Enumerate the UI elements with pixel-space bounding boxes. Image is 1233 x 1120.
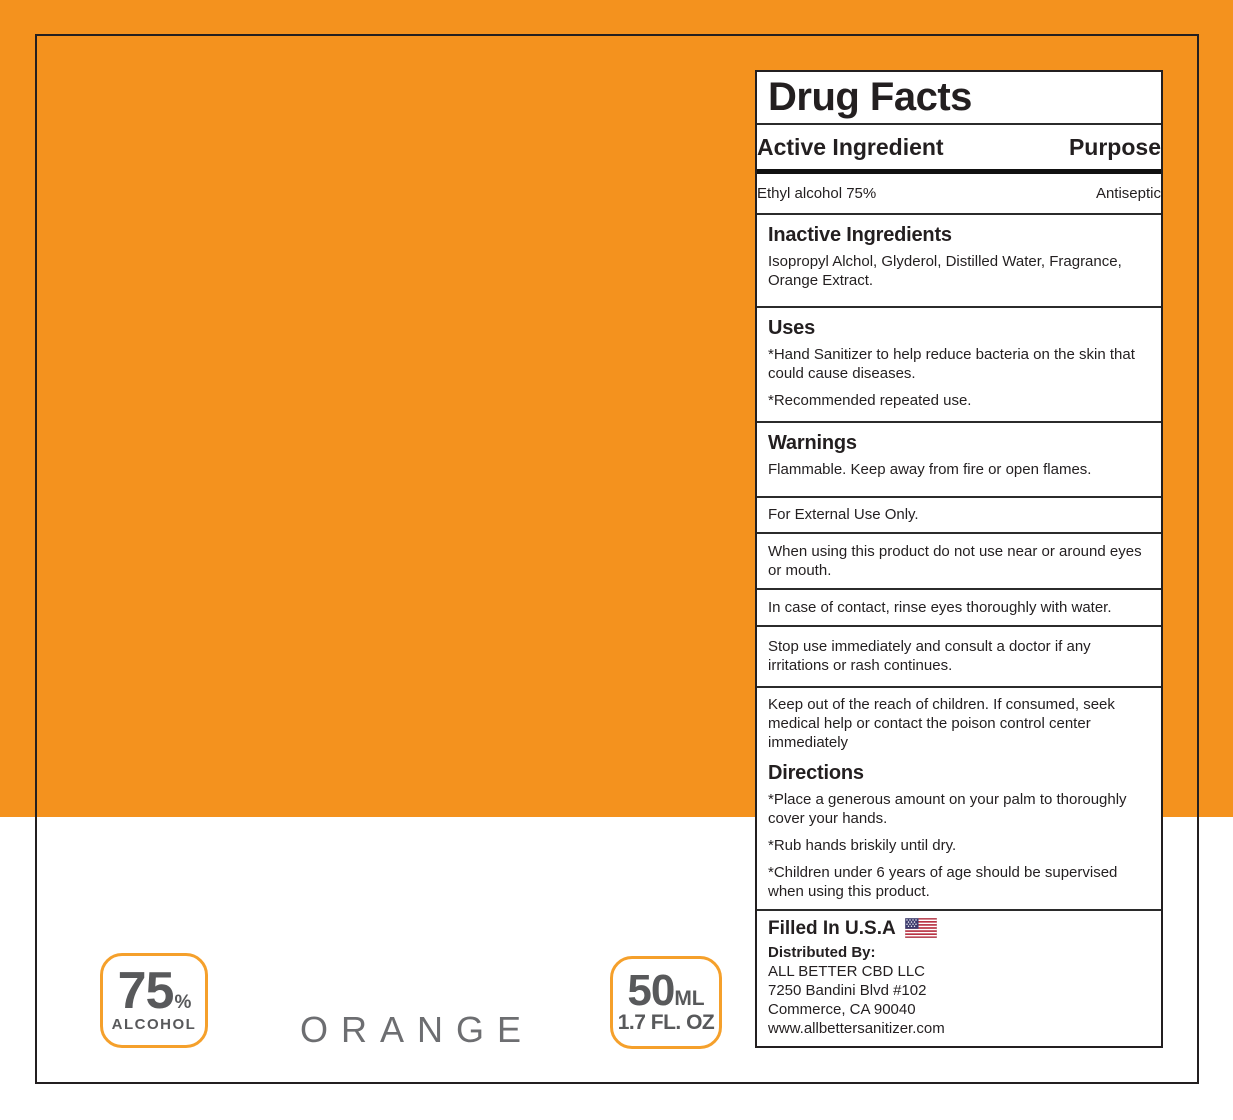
uses-section (757, 306, 1161, 421)
keep-out-of-reach-text: Keep out of the reach of children. If consumed, seek medical help or contact the poison control center immediately (768, 696, 1115, 751)
purpose-header: Purpose (1068, 133, 1161, 160)
directions-item: *Children under 6 years of age should be supervised when using this product. (768, 864, 1118, 900)
alcohol-label: ALCOHOL (111, 1016, 197, 1033)
filled-in-usa-row (768, 918, 1150, 938)
uses-heading: Uses (768, 317, 816, 339)
distributor-name: ALL BETTER CBD LLC (768, 963, 925, 980)
volume-fl-oz: 1.7 FL. OZ (617, 1010, 715, 1034)
warning-in-case-text: In case of contact, rinse eyes thoroughly with water. (768, 598, 1112, 616)
directions-item: *Rub hands briskily until dry. (768, 837, 957, 854)
warning-stop-use-row (757, 625, 1161, 686)
alcohol-percentage-value-row (117, 962, 191, 1020)
volume-badge (610, 956, 722, 1049)
distributor-address-street: 7250 Bandini Blvd #102 (768, 982, 927, 999)
inactive-ingredients-section (757, 213, 1161, 306)
warning-stop-use-text: Stop use immediately and consult a doctor if any irritations or rash continues. (768, 638, 1091, 674)
active-ingredient-header-row (757, 125, 1161, 169)
warning-external-use-text: For External Use Only. (768, 506, 919, 523)
warnings-section (757, 421, 1161, 496)
alcohol-percentage-badge (100, 953, 208, 1048)
distributed-by-label: Distributed By: (768, 944, 876, 961)
active-ingredient-value: Ethyl alcohol 75% (757, 185, 877, 202)
directions-item: *Place a generous amount on your palm to thoroughly cover your hands. (768, 791, 1127, 827)
volume-value-row (627, 965, 705, 1015)
volume-unit: ML (674, 986, 705, 1010)
keep-out-and-directions-section (757, 686, 1161, 909)
warning-when-using-text: When using this product do not use near or around eyes or mouth. (768, 542, 1142, 579)
us-flag-icon (905, 918, 937, 938)
warning-when-using-row (757, 532, 1161, 588)
footer-section (757, 909, 1161, 1048)
warning-flammable-text: Flammable. Keep away from fire or open flames. (768, 461, 1092, 478)
drug-facts-panel (755, 70, 1163, 1048)
inactive-ingredients-text: Isopropyl Alchol, Glyderol, Distilled Water, Fragrance, Orange Extract. (768, 253, 1122, 289)
uses-item: *Recommended repeated use. (768, 392, 972, 409)
percent-sign: % (174, 992, 191, 1013)
warning-external-use-row (757, 496, 1161, 532)
filled-in-usa-text: Filled In U.S.A (768, 917, 896, 939)
alcohol-percentage-value: 75 (117, 962, 174, 1020)
directions-heading: Directions (768, 762, 864, 784)
inactive-ingredients-heading: Inactive Ingredients (768, 224, 952, 246)
warnings-heading: Warnings (768, 432, 857, 454)
volume-value: 50 (627, 965, 675, 1015)
active-ingredient-value-row (757, 174, 1161, 213)
purpose-value: Antiseptic (1095, 185, 1161, 202)
warning-in-case-row (757, 588, 1161, 625)
uses-item: *Hand Sanitizer to help reduce bacteria on the skin that could cause diseases. (768, 346, 1135, 382)
flavor-name: ORANGE (300, 1009, 535, 1050)
drug-facts-title: Drug Facts (757, 72, 1161, 125)
active-ingredient-header: Active Ingredient (757, 133, 944, 160)
distributor-address-city: Commerce, CA 90040 (768, 1001, 916, 1018)
distributor-website: www.allbettersanitizer.com (768, 1020, 945, 1037)
